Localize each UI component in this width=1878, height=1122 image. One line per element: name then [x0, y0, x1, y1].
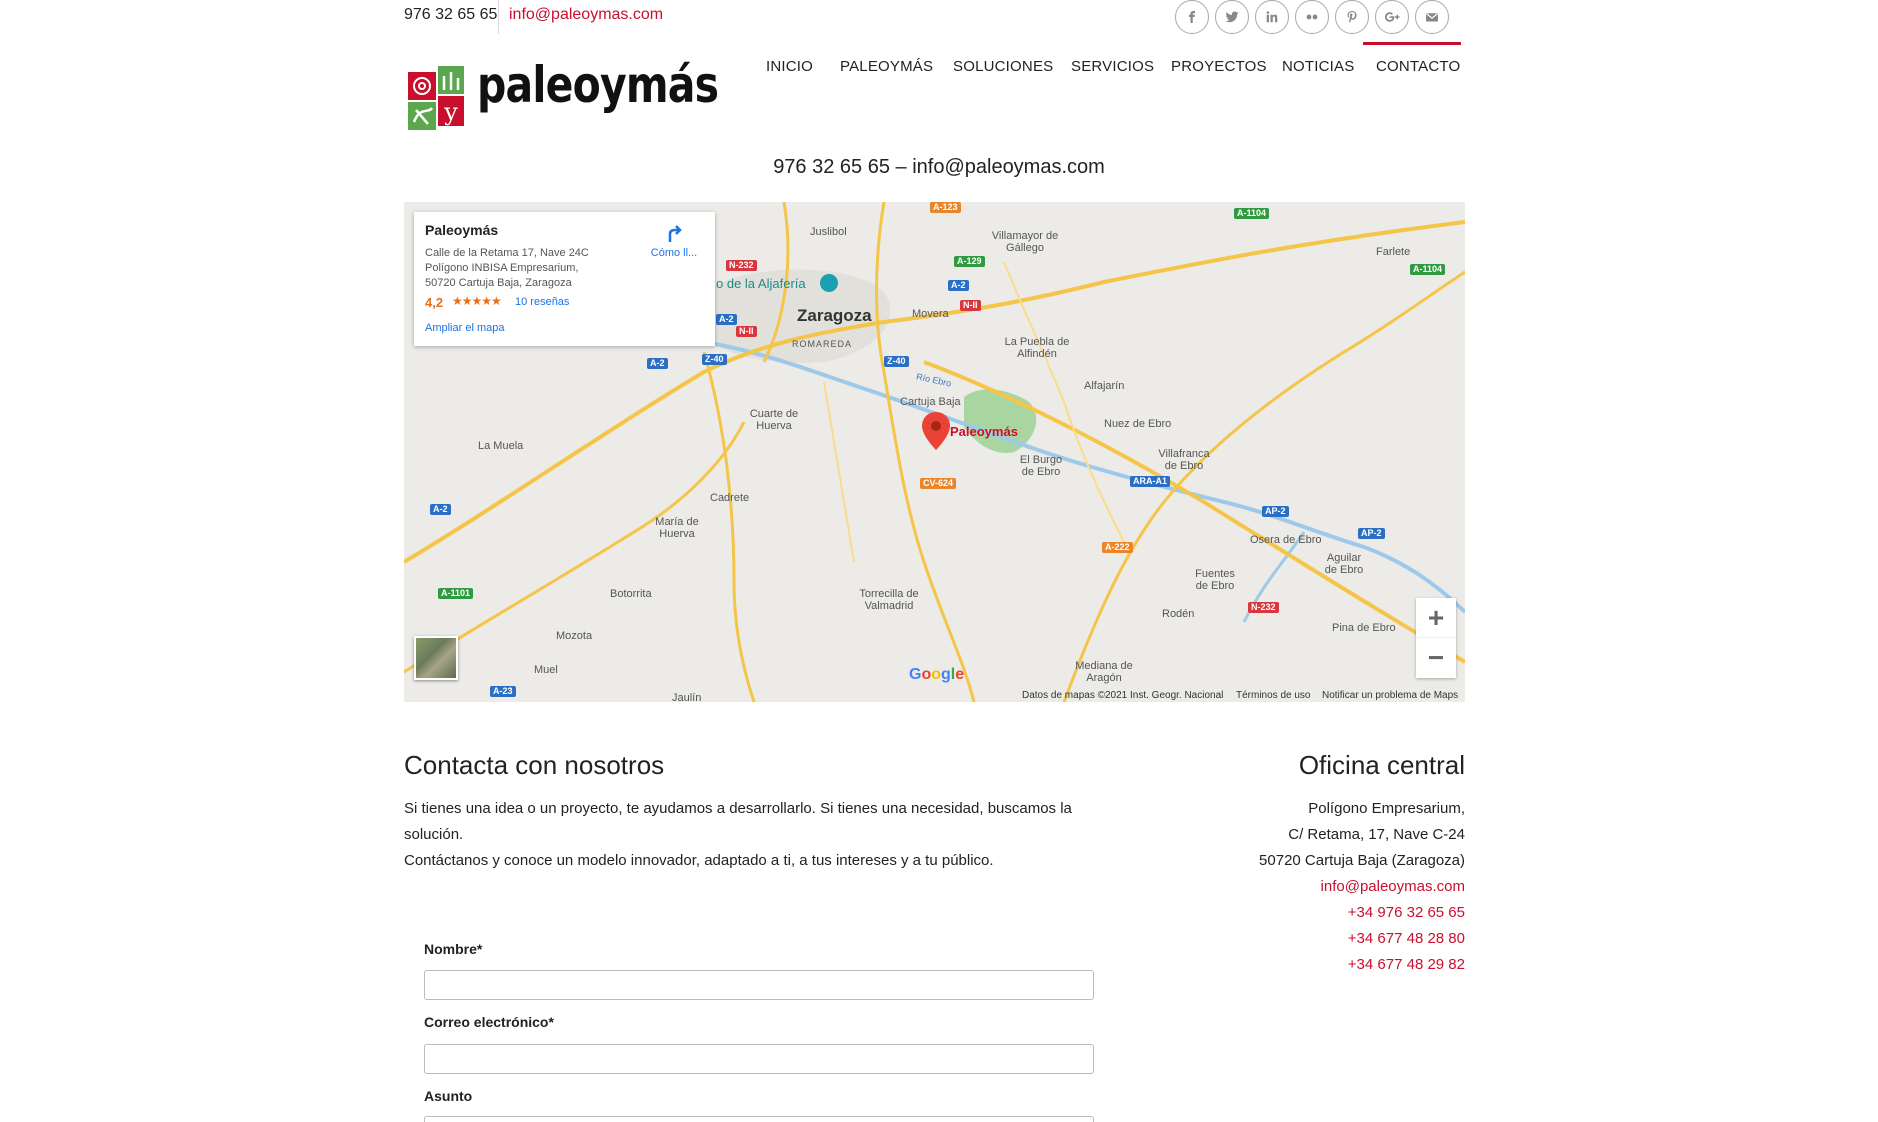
map-label-fuentes: Fuentes de Ebro [1195, 568, 1235, 592]
rating-stars: ★★★★★ [452, 294, 501, 308]
road-shield: N-II [736, 326, 757, 337]
email-icon[interactable] [1415, 0, 1449, 34]
place-address [425, 246, 589, 291]
nav-active-indicator [1363, 42, 1461, 45]
map-label-villamayor: Villamayor de Gállego [991, 230, 1059, 254]
place-name: Paleoymás [425, 222, 499, 238]
map-label-aljaferia: o de la Aljafería [716, 276, 806, 291]
road-shield: A-2 [716, 314, 737, 325]
map-label-osera: Osera de Ebro [1250, 534, 1322, 546]
map-label-botorrita: Botorrita [610, 588, 652, 600]
map-attribution: Datos de mapas ©2021 Inst. Geogr. Nacional [1022, 690, 1224, 701]
google-map[interactable] [404, 202, 1465, 702]
map-label-rio-ebro: Río Ebro [915, 371, 953, 389]
directions-label: Cómo ll... [650, 247, 698, 259]
map-label-la-muela: La Muela [478, 440, 524, 452]
satellite-toggle[interactable] [414, 636, 458, 680]
map-label-aguilar: Aguilar de Ebro [1324, 552, 1364, 576]
road-shield: Z-40 [702, 354, 727, 365]
road-shield: A-123 [930, 202, 961, 213]
road-shield: A-129 [954, 256, 985, 267]
office-email-link[interactable]: info@paleoymas.com [1320, 878, 1465, 895]
road-shield: A-1104 [1410, 264, 1445, 275]
road-shield: A-1104 [1234, 208, 1269, 219]
map-label-villafranca: Villafranca de Ebro [1158, 448, 1210, 472]
map-label-burgo: El Burgo de Ebro [1019, 454, 1063, 478]
google-plus-icon[interactable] [1375, 0, 1409, 34]
linkedin-icon[interactable] [1255, 0, 1289, 34]
map-label-mozota: Mozota [556, 630, 593, 642]
landmark-icon[interactable] [820, 274, 838, 292]
road-shield: A-23 [490, 686, 516, 697]
road-shield: A-2 [430, 504, 451, 515]
place-rating: 4,2 [425, 295, 444, 310]
map-label-mediana: Mediana de Aragón [1075, 660, 1133, 684]
map-label-farlete: Farlete [1376, 246, 1411, 258]
nav-servicios[interactable]: SERVICIOS [1071, 58, 1155, 75]
contact-paragraph: Contáctanos y conoce un modelo innovador, adaptado a ti, a tus intereses y a tu público. [404, 852, 994, 869]
svg-text:y: y [444, 98, 458, 126]
map-label-cartuja: Cartuja Baja [900, 396, 961, 408]
twitter-icon[interactable] [1215, 0, 1249, 34]
map-label-cadrete: Cadrete [710, 492, 750, 504]
office-address-line: Polígono Empresarium, [1308, 800, 1465, 817]
topbar-divider [498, 0, 499, 34]
name-label: Nombre* [424, 941, 483, 957]
office-details [1180, 796, 1465, 978]
contact-description [404, 796, 1104, 874]
map-label-roden: Rodén [1162, 608, 1195, 620]
address-line: Polígono INBISA Empresarium, [425, 262, 579, 274]
map-label-zaragoza: Zaragoza [797, 306, 872, 325]
map-label-puebla: La Puebla de Alfindén [1004, 336, 1070, 360]
map-label-cuarte: Cuarte de Huerva [749, 408, 799, 432]
nav-noticias[interactable]: NOTICIAS [1282, 58, 1355, 75]
nav-inicio[interactable]: INICIO [766, 58, 814, 75]
location-pin-icon[interactable] [922, 412, 950, 455]
flickr-icon[interactable] [1295, 0, 1329, 34]
office-phone-link[interactable]: +34 976 32 65 65 [1347, 904, 1465, 921]
facebook-icon[interactable] [1175, 0, 1209, 34]
contact-headline: 976 32 65 65 – info@paleoymas.com [773, 156, 1105, 178]
map-label-movera: Movera [912, 308, 949, 320]
contact-title: Contacta con nosotros [404, 750, 665, 780]
office-address-line: 50720 Cartuja Baja (Zaragoza) [1259, 852, 1465, 869]
email-input[interactable] [424, 1044, 1094, 1074]
zoom-out-button[interactable]: − [1416, 638, 1456, 678]
road-shield: AP-2 [1358, 528, 1385, 539]
road-shield: A-2 [647, 358, 668, 369]
contact-paragraph: Si tienes una idea o un proyecto, te ayudamos a desarrollarlo. Si tienes una necesidad, buscamos la solución. [404, 800, 1072, 843]
road-shield: Z-40 [884, 356, 909, 367]
road-shield: AP-2 [1262, 506, 1289, 517]
logo-wordmark[interactable]: paleoymás [477, 56, 719, 114]
email-label: Correo electrónico* [424, 1014, 554, 1030]
logo-mark[interactable] [406, 64, 466, 132]
place-info-card [414, 212, 715, 346]
road-shield: N-II [960, 300, 981, 311]
marker-label: Paleoymás [950, 424, 1018, 439]
office-address-line: C/ Retama, 17, Nave C-24 [1288, 826, 1465, 843]
directions-icon [664, 224, 684, 244]
map-label-pina: Pina de Ebro [1332, 622, 1396, 634]
report-problem-link[interactable]: Notificar un problema de Maps [1322, 690, 1459, 701]
office-phone-link[interactable]: +34 677 48 29 82 [1347, 956, 1465, 973]
nav-proyectos[interactable]: PROYECTOS [1171, 58, 1267, 75]
road-shield: A-1101 [438, 588, 473, 599]
road-shield: CV-624 [920, 478, 956, 489]
address-line: Calle de la Retama 17, Nave 24C [425, 247, 589, 259]
map-label-juslibol: Juslibol [810, 226, 847, 238]
nav-soluciones[interactable]: SOLUCIONES [953, 58, 1054, 75]
map-label-maria: María de Huerva [655, 516, 699, 540]
map-label-romareda: ROMAREDA [792, 339, 853, 349]
map-label-alfajarin: Alfajarín [1084, 380, 1125, 392]
directions-button[interactable] [644, 224, 704, 259]
pinterest-icon[interactable] [1335, 0, 1369, 34]
address-line: 50720 Cartuja Baja, Zaragoza [425, 277, 572, 289]
road-shield: N-232 [726, 260, 757, 271]
topbar-phone: 976 32 65 65 [404, 6, 498, 23]
topbar-email-link[interactable]: info@paleoymas.com [509, 6, 664, 23]
road-shield: A-222 [1102, 542, 1133, 553]
road-shield: ARA-A1 [1130, 476, 1170, 487]
office-title: Oficina central [1298, 750, 1465, 780]
reviews-link[interactable]: 10 reseñas [515, 296, 570, 308]
name-input[interactable] [424, 970, 1094, 1000]
map-label-torrecilla: Torrecilla de Valmadrid [859, 588, 919, 612]
road-shield: N-232 [1248, 602, 1279, 613]
nav-contacto[interactable]: CONTACTO [1376, 58, 1461, 75]
nav-paleoymas[interactable]: PALEOYMÁS [840, 58, 934, 75]
map-label-nuez: Nuez de Ebro [1104, 418, 1172, 430]
google-logo: Google [909, 666, 965, 683]
subject-input[interactable] [424, 1116, 1094, 1122]
road-shield: A-2 [948, 280, 969, 291]
subject-label: Asunto [424, 1088, 473, 1104]
office-phone-link[interactable]: +34 677 48 28 80 [1347, 930, 1465, 947]
map-label-jaulin: Jaulín [672, 692, 702, 702]
map-label-muel: Muel [534, 664, 558, 676]
zoom-in-button[interactable]: + [1416, 598, 1456, 638]
enlarge-map-link[interactable]: Ampliar el mapa [425, 322, 505, 334]
terms-link[interactable]: Términos de uso [1236, 690, 1311, 701]
